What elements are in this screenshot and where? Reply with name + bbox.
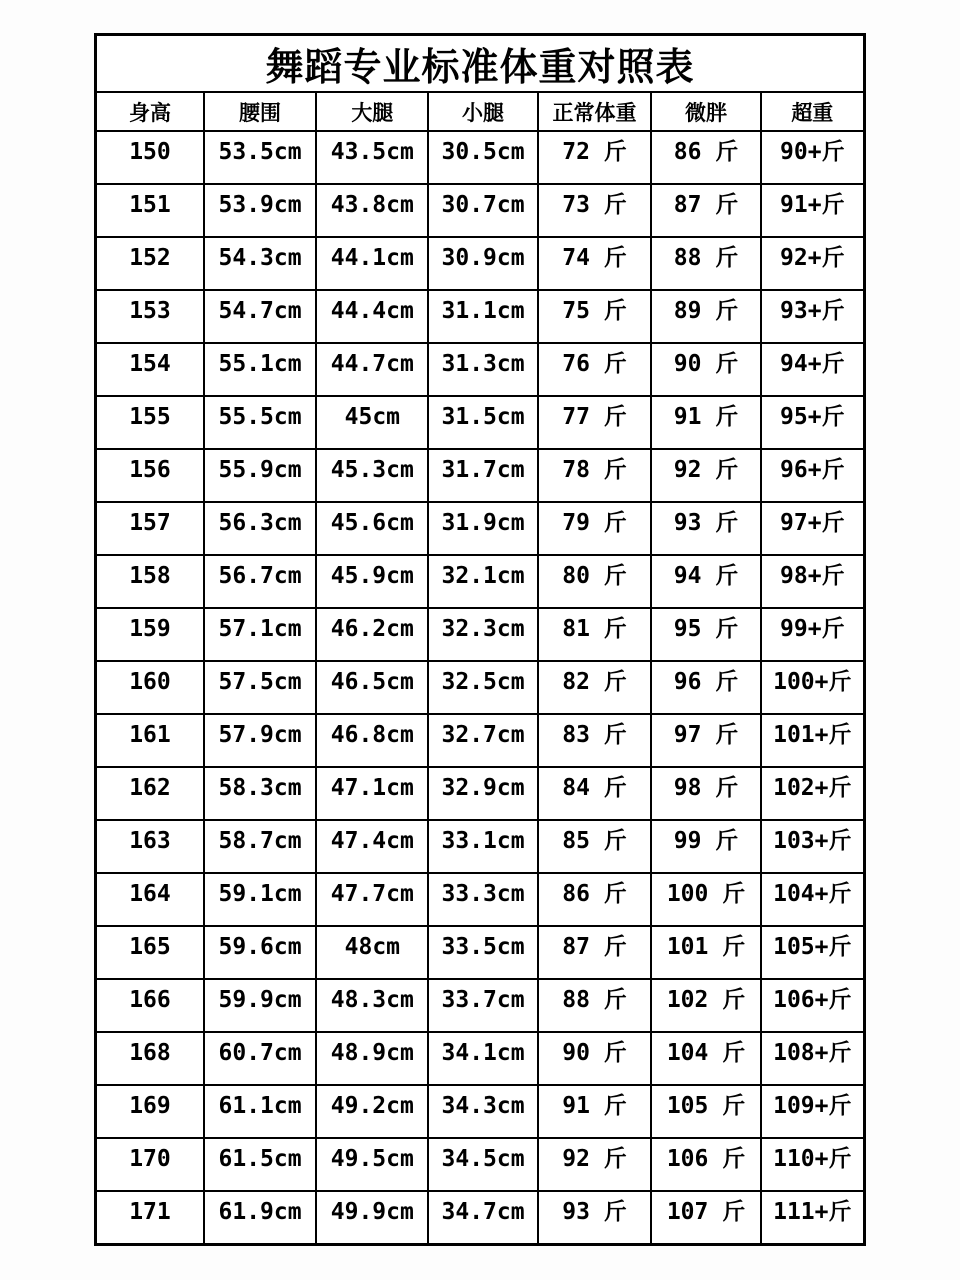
table-cell: 90 斤: [651, 343, 760, 396]
table-cell: 31.9cm: [428, 502, 537, 555]
table-cell: 93+斤: [761, 290, 865, 343]
table-cell: 98+斤: [761, 555, 865, 608]
table-cell: 96+斤: [761, 449, 865, 502]
table-row: [96, 1191, 865, 1244]
table-cell: 48.9cm: [316, 1032, 428, 1085]
table-cell: 57.1cm: [204, 608, 316, 661]
table-cell: 100 斤: [651, 873, 760, 926]
table-cell: 32.7cm: [428, 714, 537, 767]
table-cell: 93 斤: [538, 1191, 652, 1244]
table-cell: 54.3cm: [204, 237, 316, 290]
table-cell: 34.3cm: [428, 1085, 537, 1138]
table-cell: 30.5cm: [428, 131, 537, 184]
table-cell: 58.7cm: [204, 820, 316, 873]
column-header: 正常体重: [538, 92, 652, 131]
table-cell: 96 斤: [651, 661, 760, 714]
table-cell: 34.1cm: [428, 1032, 537, 1085]
table-cell: 88 斤: [651, 237, 760, 290]
column-header: 身高: [96, 92, 204, 131]
table-cell: 151: [96, 184, 204, 237]
table-cell: 30.7cm: [428, 184, 537, 237]
table-cell: 155: [96, 396, 204, 449]
table-cell: 105+斤: [761, 926, 865, 979]
table-cell: 33.3cm: [428, 873, 537, 926]
table-cell: 106 斤: [651, 1138, 760, 1191]
table-row: [96, 873, 865, 926]
table-cell: 158: [96, 555, 204, 608]
table-cell: 49.9cm: [316, 1191, 428, 1244]
table-cell: 48cm: [316, 926, 428, 979]
table-cell: 77 斤: [538, 396, 652, 449]
title-row: [96, 35, 865, 93]
table-cell: 30.9cm: [428, 237, 537, 290]
table-cell: 31.1cm: [428, 290, 537, 343]
header-row: [96, 92, 865, 131]
table-cell: 33.1cm: [428, 820, 537, 873]
column-header: 小腿: [428, 92, 537, 131]
table-row: [96, 237, 865, 290]
table-cell: 34.7cm: [428, 1191, 537, 1244]
table-cell: 49.2cm: [316, 1085, 428, 1138]
table-cell: 99 斤: [651, 820, 760, 873]
table-row: [96, 926, 865, 979]
table-cell: 48.3cm: [316, 979, 428, 1032]
table-cell: 78 斤: [538, 449, 652, 502]
table-cell: 161: [96, 714, 204, 767]
table-cell: 53.9cm: [204, 184, 316, 237]
table-cell: 58.3cm: [204, 767, 316, 820]
table-cell: 170: [96, 1138, 204, 1191]
table-row: [96, 343, 865, 396]
table-cell: 43.5cm: [316, 131, 428, 184]
table-cell: 46.5cm: [316, 661, 428, 714]
table-row: [96, 714, 865, 767]
table-cell: 55.1cm: [204, 343, 316, 396]
table-cell: 156: [96, 449, 204, 502]
table-cell: 57.5cm: [204, 661, 316, 714]
table-cell: 97 斤: [651, 714, 760, 767]
table-cell: 56.7cm: [204, 555, 316, 608]
column-header: 腰围: [204, 92, 316, 131]
table-row: [96, 449, 865, 502]
table-cell: 43.8cm: [316, 184, 428, 237]
table-row: [96, 555, 865, 608]
table-row: [96, 131, 865, 184]
table-row: [96, 820, 865, 873]
table-cell: 157: [96, 502, 204, 555]
table-cell: 57.9cm: [204, 714, 316, 767]
table-cell: 49.5cm: [316, 1138, 428, 1191]
table-cell: 53.5cm: [204, 131, 316, 184]
table-cell: 90 斤: [538, 1032, 652, 1085]
table-cell: 95+斤: [761, 396, 865, 449]
table-cell: 150: [96, 131, 204, 184]
table-cell: 72 斤: [538, 131, 652, 184]
table-cell: 32.3cm: [428, 608, 537, 661]
table-cell: 171: [96, 1191, 204, 1244]
table-cell: 61.9cm: [204, 1191, 316, 1244]
table-cell: 152: [96, 237, 204, 290]
table-cell: 101+斤: [761, 714, 865, 767]
table-cell: 44.7cm: [316, 343, 428, 396]
table-row: [96, 608, 865, 661]
table-cell: 61.5cm: [204, 1138, 316, 1191]
table-cell: 92 斤: [651, 449, 760, 502]
table-cell: 165: [96, 926, 204, 979]
table-cell: 87 斤: [538, 926, 652, 979]
page-title: 舞蹈专业标准体重对照表: [96, 35, 865, 93]
table-cell: 106+斤: [761, 979, 865, 1032]
column-header: 大腿: [316, 92, 428, 131]
table-cell: 45.9cm: [316, 555, 428, 608]
table-row: [96, 1032, 865, 1085]
table-cell: 59.1cm: [204, 873, 316, 926]
table-cell: 59.9cm: [204, 979, 316, 1032]
table-cell: 99+斤: [761, 608, 865, 661]
table-cell: 168: [96, 1032, 204, 1085]
table-cell: 164: [96, 873, 204, 926]
table-cell: 60.7cm: [204, 1032, 316, 1085]
table-cell: 160: [96, 661, 204, 714]
table-cell: 108+斤: [761, 1032, 865, 1085]
table-cell: 45cm: [316, 396, 428, 449]
table-cell: 83 斤: [538, 714, 652, 767]
table-cell: 47.7cm: [316, 873, 428, 926]
table-cell: 100+斤: [761, 661, 865, 714]
table-cell: 102+斤: [761, 767, 865, 820]
table-cell: 110+斤: [761, 1138, 865, 1191]
table-cell: 44.4cm: [316, 290, 428, 343]
table-cell: 45.6cm: [316, 502, 428, 555]
table-cell: 85 斤: [538, 820, 652, 873]
table-cell: 61.1cm: [204, 1085, 316, 1138]
column-header: 超重: [761, 92, 865, 131]
table-row: [96, 979, 865, 1032]
table-cell: 169: [96, 1085, 204, 1138]
table-cell: 91+斤: [761, 184, 865, 237]
table-cell: 163: [96, 820, 204, 873]
table-cell: 59.6cm: [204, 926, 316, 979]
table-row: [96, 661, 865, 714]
table-cell: 86 斤: [651, 131, 760, 184]
table-cell: 82 斤: [538, 661, 652, 714]
table-cell: 153: [96, 290, 204, 343]
table-cell: 159: [96, 608, 204, 661]
table-cell: 79 斤: [538, 502, 652, 555]
table-row: [96, 502, 865, 555]
table-cell: 162: [96, 767, 204, 820]
column-header: 微胖: [651, 92, 760, 131]
table-cell: 46.8cm: [316, 714, 428, 767]
table-body: [96, 131, 865, 1244]
table-cell: 102 斤: [651, 979, 760, 1032]
table-cell: 31.7cm: [428, 449, 537, 502]
table-cell: 92 斤: [538, 1138, 652, 1191]
table-cell: 95 斤: [651, 608, 760, 661]
table-cell: 107 斤: [651, 1191, 760, 1244]
weight-comparison-table: [94, 33, 866, 1246]
table-cell: 75 斤: [538, 290, 652, 343]
table-cell: 55.9cm: [204, 449, 316, 502]
table-cell: 104 斤: [651, 1032, 760, 1085]
table-row: [96, 1085, 865, 1138]
table-cell: 91 斤: [651, 396, 760, 449]
table-cell: 34.5cm: [428, 1138, 537, 1191]
table-cell: 94 斤: [651, 555, 760, 608]
table-cell: 90+斤: [761, 131, 865, 184]
table-cell: 103+斤: [761, 820, 865, 873]
table-cell: 104+斤: [761, 873, 865, 926]
table-cell: 55.5cm: [204, 396, 316, 449]
table-cell: 44.1cm: [316, 237, 428, 290]
table-cell: 73 斤: [538, 184, 652, 237]
table-cell: 56.3cm: [204, 502, 316, 555]
table-row: [96, 396, 865, 449]
table-cell: 105 斤: [651, 1085, 760, 1138]
table-cell: 74 斤: [538, 237, 652, 290]
table-cell: 84 斤: [538, 767, 652, 820]
table-cell: 31.3cm: [428, 343, 537, 396]
table-cell: 97+斤: [761, 502, 865, 555]
table-cell: 86 斤: [538, 873, 652, 926]
table-cell: 87 斤: [651, 184, 760, 237]
table-cell: 98 斤: [651, 767, 760, 820]
table-cell: 45.3cm: [316, 449, 428, 502]
table-row: [96, 184, 865, 237]
table-row: [96, 1138, 865, 1191]
table-row: [96, 767, 865, 820]
table-cell: 54.7cm: [204, 290, 316, 343]
table-row: [96, 290, 865, 343]
table-cell: 47.1cm: [316, 767, 428, 820]
table-cell: 80 斤: [538, 555, 652, 608]
table-cell: 154: [96, 343, 204, 396]
table-cell: 81 斤: [538, 608, 652, 661]
table-cell: 76 斤: [538, 343, 652, 396]
table-cell: 94+斤: [761, 343, 865, 396]
table-cell: 88 斤: [538, 979, 652, 1032]
table-cell: 89 斤: [651, 290, 760, 343]
table-cell: 31.5cm: [428, 396, 537, 449]
table-cell: 111+斤: [761, 1191, 865, 1244]
table-cell: 47.4cm: [316, 820, 428, 873]
table-cell: 33.7cm: [428, 979, 537, 1032]
table-cell: 91 斤: [538, 1085, 652, 1138]
table-cell: 166: [96, 979, 204, 1032]
table-cell: 92+斤: [761, 237, 865, 290]
table-cell: 32.9cm: [428, 767, 537, 820]
table-cell: 101 斤: [651, 926, 760, 979]
table-cell: 32.1cm: [428, 555, 537, 608]
table-cell: 32.5cm: [428, 661, 537, 714]
table-cell: 33.5cm: [428, 926, 537, 979]
table-cell: 46.2cm: [316, 608, 428, 661]
table-cell: 109+斤: [761, 1085, 865, 1138]
table-cell: 93 斤: [651, 502, 760, 555]
